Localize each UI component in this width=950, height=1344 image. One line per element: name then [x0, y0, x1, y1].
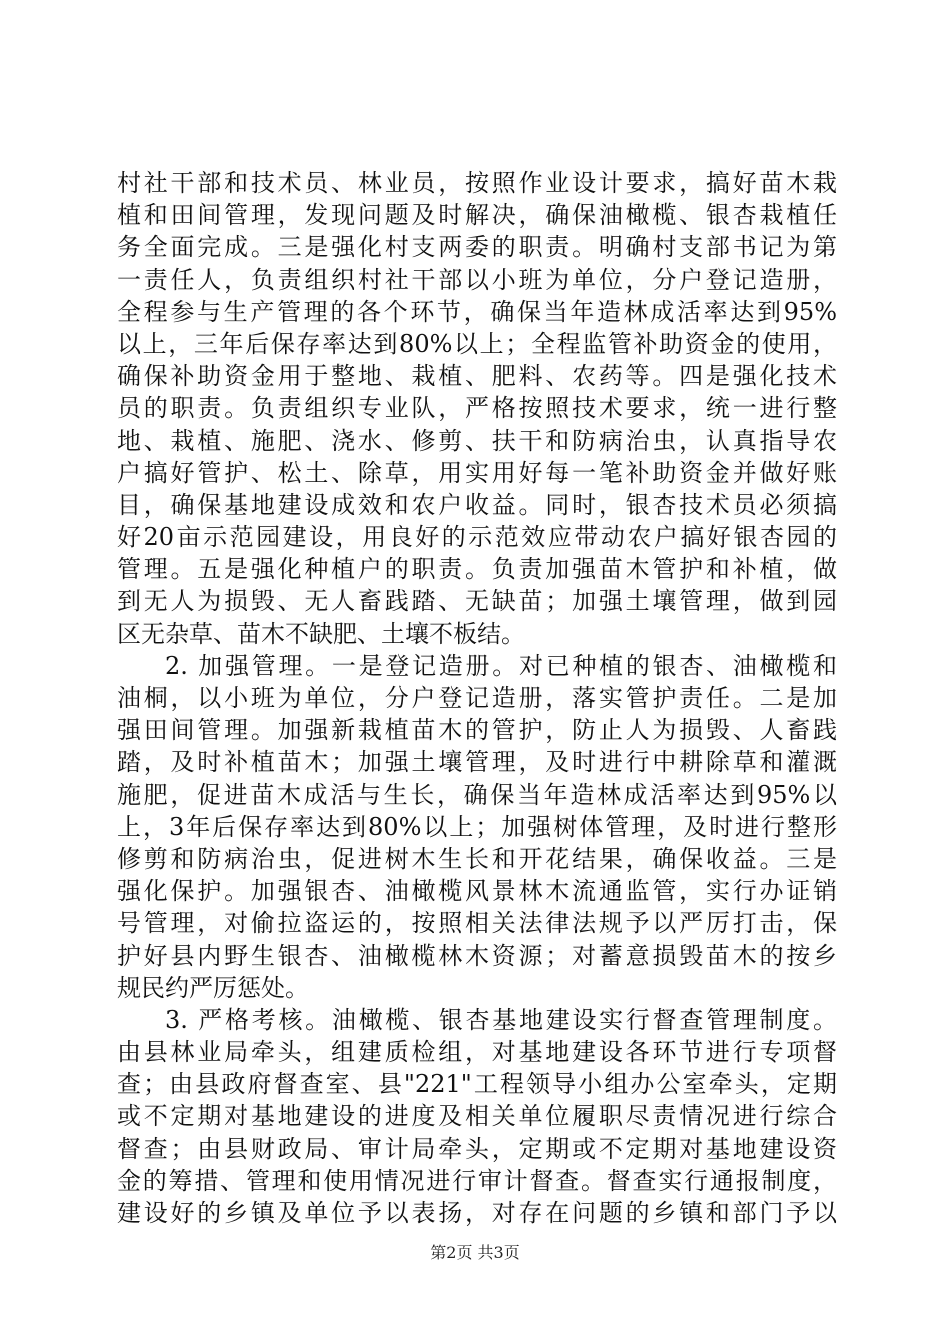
- page-number-footer: 第2页 共3页: [430, 1243, 520, 1262]
- text-line: 2. 加强管理。一是登记造册。对已种植的银杏、油橄榄和: [165, 651, 837, 680]
- text-line: 目，确保基地建设成效和农户收益。同时，银杏技术员必须搞: [117, 490, 837, 519]
- text-line: 全程参与生产管理的各个环节，确保当年造林成活率达到95%: [117, 297, 837, 326]
- text-line: 村社干部和技术员、林业员，按照作业设计要求，搞好苗木栽: [117, 169, 837, 197]
- paragraph-1: [117, 167, 837, 650]
- text-line: 护好县内野生银杏、油橄榄林木资源；对蓄意损毁苗木的按乡: [117, 941, 837, 970]
- text-line: 员的职责。负责组织专业队，严格按照技术要求，统一进行整: [117, 394, 837, 423]
- text-line: 上，3年后保存率达到80%以上；加强树体管理，及时进行整形: [117, 812, 837, 841]
- text-line: 查；由县政府督查室、县"221"工程领导小组办公室牵头，定期: [117, 1070, 837, 1099]
- text-line: 强化保护。加强银杏、油橄榄风景林木流通监管，实行办证销: [117, 877, 837, 906]
- text-line: 区无杂草、苗木不缺肥、土壤不板结。: [117, 619, 525, 648]
- text-line: 以上，三年后保存率达到80%以上；全程监管补助资金的使用，: [117, 329, 837, 358]
- text-line: 施肥，促进苗木成活与生长，确保当年造林成活率达到95%以: [117, 780, 837, 809]
- paragraph-3: [117, 1004, 837, 1229]
- text-line: 地、栽植、施肥、浇水、修剪、扶干和防病治虫，认真指导农: [117, 426, 837, 455]
- text-line: 由县林业局牵头，组建质检组，对基地建设各环节进行专项督: [117, 1038, 837, 1067]
- text-line: 确保补助资金用于整地、栽植、肥料、农药等。四是强化技术: [117, 362, 837, 391]
- text-line: 号管理，对偷拉盗运的，按照相关法律法规予以严厉打击，保: [117, 909, 837, 938]
- text-line: 油桐，以小班为单位，分户登记造册，落实管护责任。二是加: [117, 684, 837, 712]
- document-body: [117, 167, 837, 1229]
- text-line: 金的筹措、管理和使用情况进行审计督查。督查实行通报制度，: [117, 1166, 837, 1195]
- text-line: 到无人为损毁、无人畜践踏、无缺苗；加强土壤管理，做到园: [117, 587, 837, 616]
- text-line: 或不定期对基地建设的进度及相关单位履职尽责情况进行综合: [117, 1102, 837, 1131]
- text-line: 一责任人，负责组织村社干部以小班为单位，分户登记造册，: [117, 265, 837, 294]
- text-line: 好20亩示范园建设，用良好的示范效应带动农户搞好银杏园的: [117, 523, 837, 552]
- text-line: 务全面完成。三是强化村支两委的职责。明确村支部书记为第: [117, 233, 837, 262]
- text-line: 规民约严厉惩处。: [117, 973, 309, 1002]
- text-line: 植和田间管理，发现问题及时解决，确保油橄榄、银杏栽植任: [117, 201, 837, 230]
- text-line: 户搞好管护、松土、除草，用实用好每一笔补助资金并做好账: [117, 458, 837, 487]
- text-line: 管理。五是强化种植户的职责。负责加强苗木管护和补植，做: [117, 555, 837, 584]
- text-line: 3. 严格考核。油橄榄、银杏基地建设实行督查管理制度。: [165, 1005, 837, 1034]
- text-line: 踏，及时补植苗木；加强土壤管理，及时进行中耕除草和灌溉: [117, 748, 837, 777]
- text-line: 建设好的乡镇及单位予以表扬，对存在问题的乡镇和部门予以: [117, 1199, 837, 1227]
- text-line: 修剪和防病治虫，促进树木生长和开花结果，确保收益。三是: [117, 844, 837, 873]
- paragraph-2: [117, 650, 837, 1004]
- text-line: 强田间管理。加强新栽植苗木的管护，防止人为损毁、人畜践: [117, 716, 837, 745]
- text-line: 督查；由县财政局、审计局牵头，定期或不定期对基地建设资: [117, 1134, 837, 1163]
